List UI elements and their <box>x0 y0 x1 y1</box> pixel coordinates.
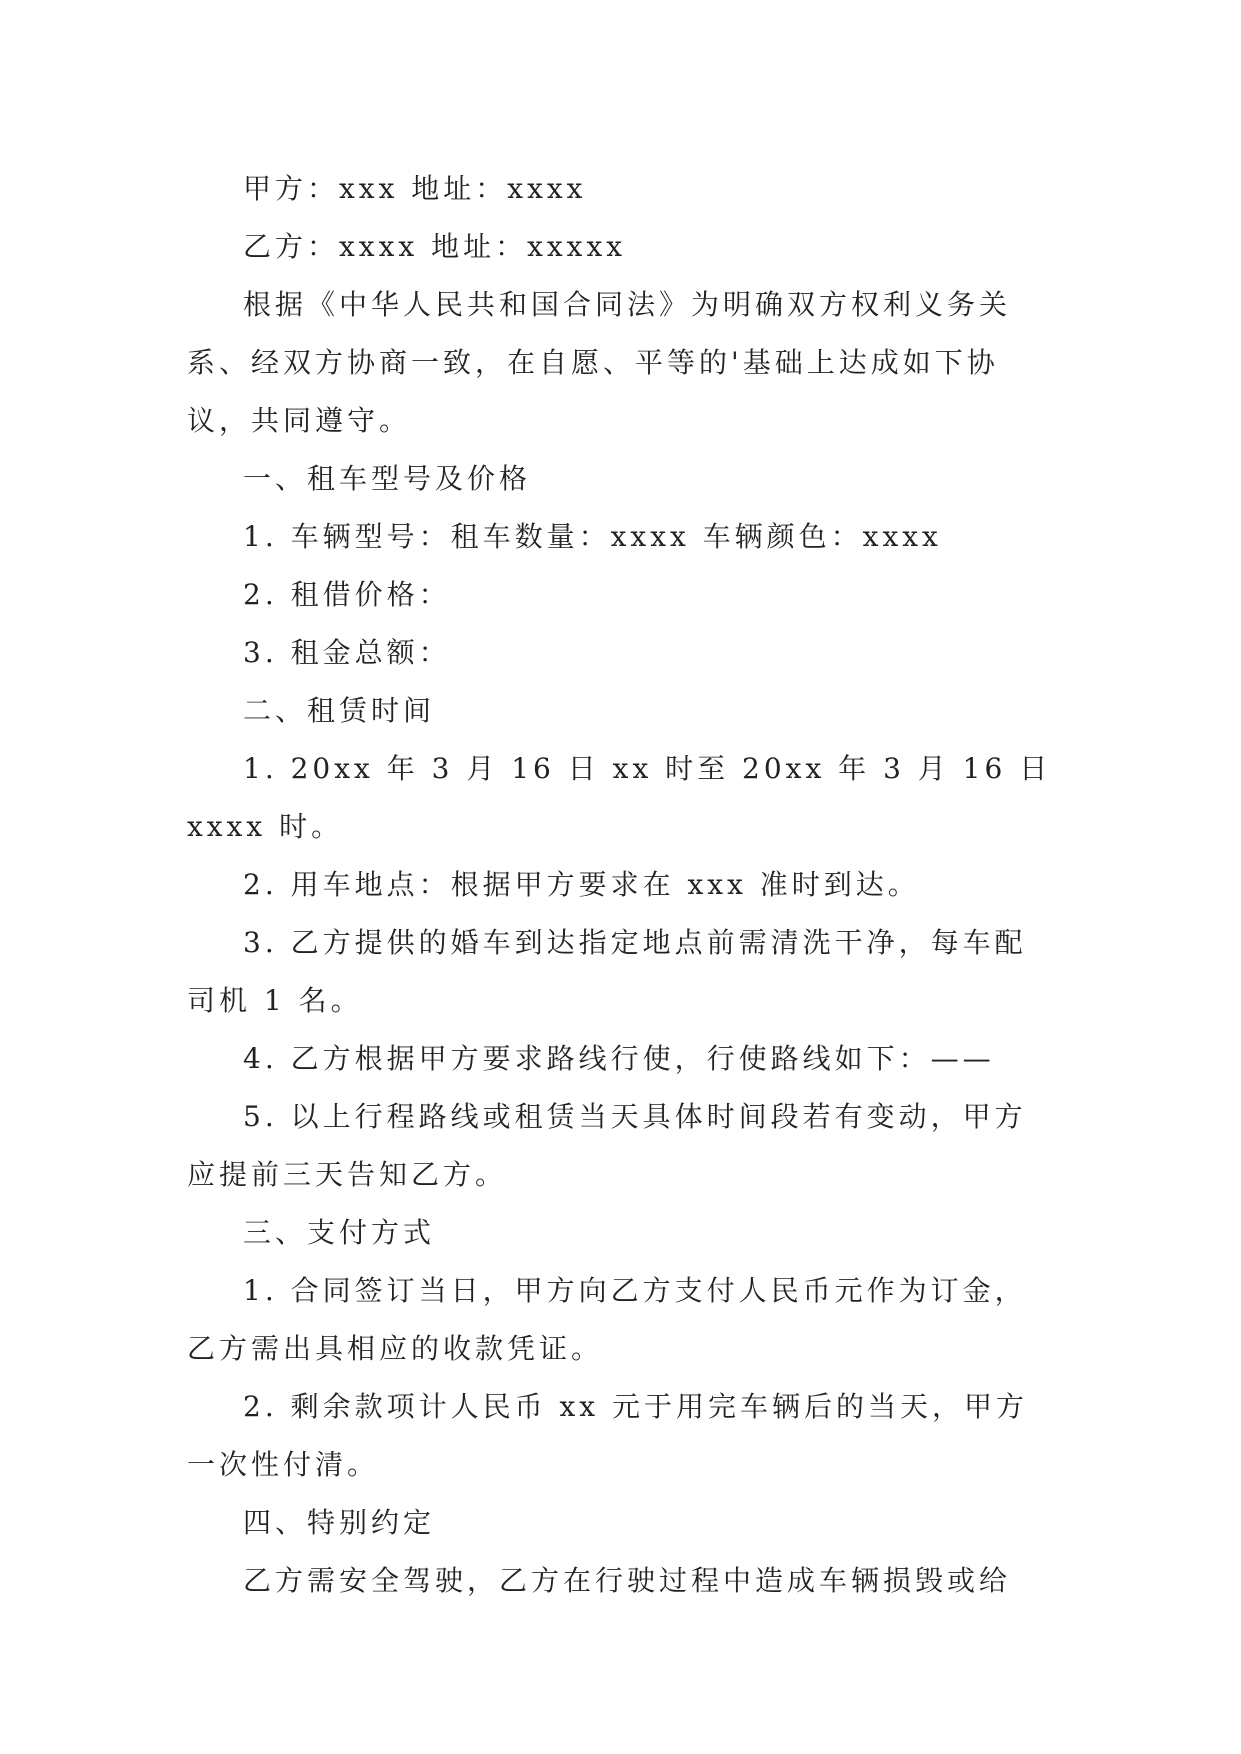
clause-3-1: 1. 合同签订当日，甲方向乙方支付人民币元作为订金，乙方需出具相应的收款凭证。 <box>187 1274 1027 1365</box>
section-heading-4: 四、特别约定 <box>243 1506 436 1539</box>
preamble-paragraph: 根据《中华人民共和国合同法》为明确双方权利义务关系、经双方协商一致，在自愿、平等的'基础上达成如下协议，共同遵守。 <box>187 288 1012 437</box>
clause-1-3: 3. 租金总额： <box>243 636 451 669</box>
clause-2-3: 3. 乙方提供的婚车到达指定地点前需清洗干净，每车配司机 1 名。 <box>187 926 1027 1017</box>
document-body <box>187 160 1053 1610</box>
clause-2-1: 1. 20xx 年 3 月 16 日 xx 时至 20xx 年 3 月 16 日 xxxx 时。 <box>187 752 1052 843</box>
party-b-line: 乙方：xxxx 地址：xxxxx <box>243 230 627 263</box>
clause-2-4: 4. 乙方根据甲方要求路线行使，行使路线如下：—— <box>243 1042 995 1075</box>
section-heading-2: 二、租赁时间 <box>243 694 436 727</box>
clause-2-5: 5. 以上行程路线或租赁当天具体时间段若有变动，甲方应提前三天告知乙方。 <box>187 1100 1027 1191</box>
party-a-line: 甲方：xxx 地址：xxxx <box>243 172 587 205</box>
clause-1-1: 1. 车辆型号：租车数量：xxxx 车辆颜色：xxxx <box>243 520 942 553</box>
section-heading-3: 三、支付方式 <box>243 1216 436 1249</box>
clause-4-text: 乙方需安全驾驶，乙方在行驶过程中造成车辆损毁或给 <box>243 1564 1012 1597</box>
clause-2-2: 2. 用车地点：根据甲方要求在 xxx 准时到达。 <box>243 868 920 901</box>
clause-1-2: 2. 租借价格： <box>243 578 451 611</box>
section-heading-1: 一、租车型号及价格 <box>243 462 532 495</box>
clause-3-2: 2. 剩余款项计人民币 xx 元于用完车辆后的当天，甲方一次性付清。 <box>187 1390 1029 1481</box>
